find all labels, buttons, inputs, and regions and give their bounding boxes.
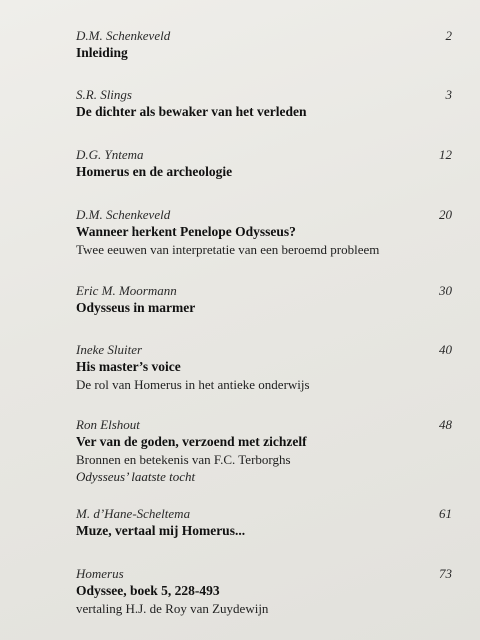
entry-author: Ineke Sluiter: [76, 342, 143, 357]
entry-subtitle: Twee eeuwen van interpretatie van een beroemd probleem: [76, 242, 380, 257]
entry-author: Ron Elshout: [76, 417, 140, 432]
entry-author: S.R. Slings: [76, 87, 132, 102]
toc-entry: [76, 341, 452, 393]
entry-page-number: 12: [439, 147, 452, 162]
toc-entry: [76, 416, 452, 485]
entry-title: His master’s voice: [76, 359, 181, 374]
entry-page-number: 48: [439, 417, 452, 432]
entry-subtitle: Odysseus’ laatste tocht: [76, 469, 196, 484]
entry-author: D.M. Schenkeveld: [76, 28, 171, 43]
toc-entry: [76, 565, 452, 617]
toc-entry: [76, 206, 452, 258]
entry-title: Muze, vertaal mij Homerus...: [76, 523, 246, 538]
entry-subtitle: vertaling H.J. de Roy van Zuydewijn: [76, 601, 269, 616]
entry-title: Wanneer herkent Penelope Odysseus?: [76, 224, 296, 239]
entry-title: Odyssee, boek 5, 228-493: [76, 583, 220, 598]
toc-entry: [76, 282, 452, 317]
entry-subtitle: De rol van Homerus in het antieke onderwijs: [76, 377, 310, 392]
entry-title: Odysseus in marmer: [76, 300, 196, 315]
toc-entry: [76, 27, 452, 62]
entry-page-number: 3: [445, 87, 452, 102]
entry-page-number: 2: [445, 28, 452, 43]
entry-author: Homerus: [76, 566, 124, 581]
entry-page-number: 73: [439, 566, 452, 581]
entry-subtitle: Bronnen en betekenis van F.C. Terborghs: [76, 452, 291, 467]
entry-author: Eric M. Moormann: [76, 283, 177, 298]
entry-page-number: 30: [439, 283, 452, 298]
entry-page-number: 40: [439, 342, 452, 357]
entry-title: De dichter als bewaker van het verleden: [76, 104, 307, 119]
entry-author: D.M. Schenkeveld: [76, 207, 171, 222]
entry-author: D.G. Yntema: [76, 147, 144, 162]
entry-page-number: 61: [439, 506, 452, 521]
toc-entry: [76, 505, 452, 540]
entry-author: M. d’Hane-Scheltema: [76, 506, 191, 521]
entry-title: Inleiding: [76, 45, 128, 60]
entry-title: Homerus en de archeologie: [76, 164, 233, 179]
entry-title: Ver van de goden, verzoend met zichzelf: [76, 434, 307, 449]
toc-entry: [76, 146, 452, 181]
toc-entry: [76, 86, 452, 121]
entry-page-number: 20: [439, 207, 452, 222]
